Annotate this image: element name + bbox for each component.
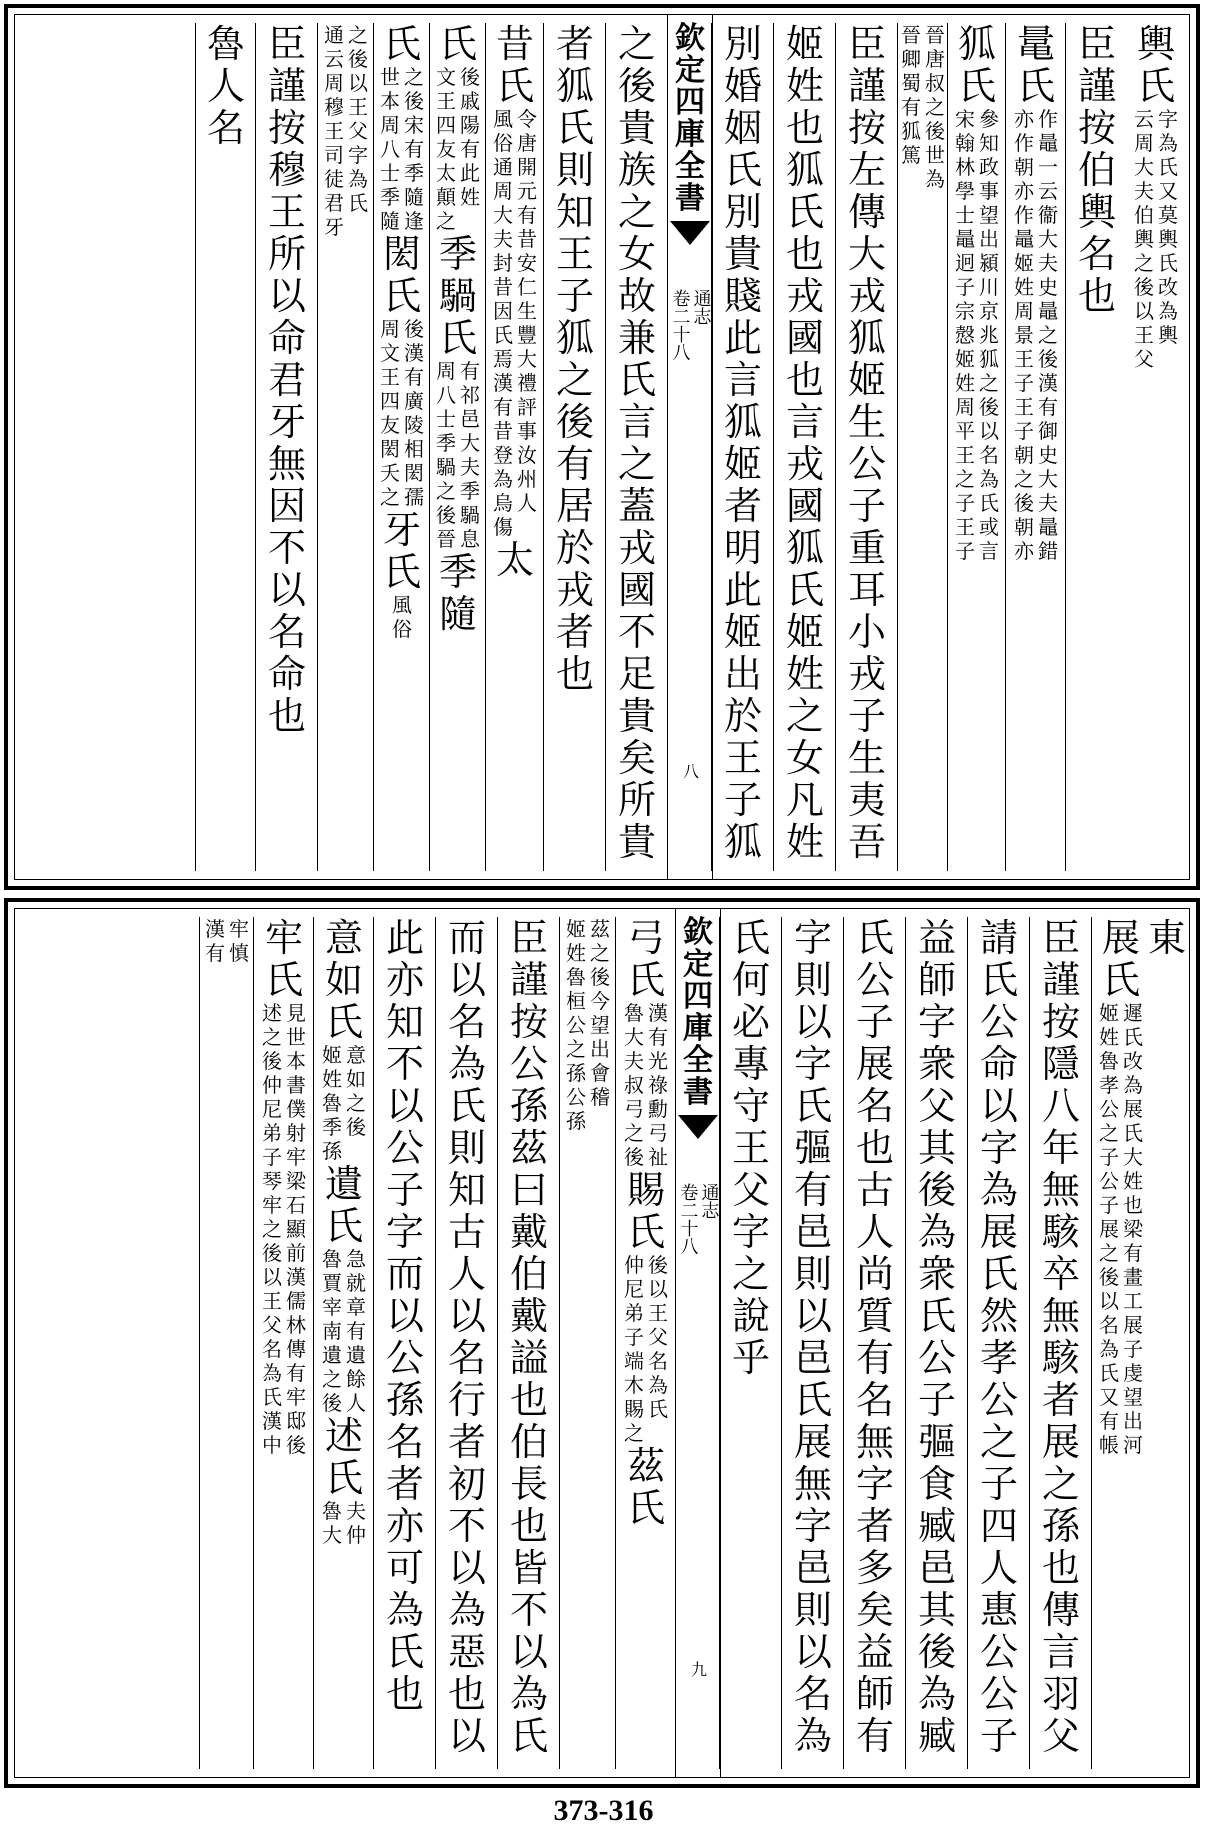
book-title-gutter [667,15,713,879]
main-text: 氏 公 子 展 名 也 古 人 尚 質 有 名 無 字 者 多 矣 益 師 有 [855,916,894,1758]
text-column [1149,917,1185,1769]
annotation-right: 遲 氏 改 為 展 氏 大 姓 也 梁 有 畫 工 展 子 虔 望 出 河 [1123,1001,1143,1457]
main-text: 意 如 氏 [324,916,363,1044]
interlinear-note [379,317,425,509]
interlinear-note [323,23,369,239]
annotation-left: 仲 尼 弟 子 端 木 賜 之 [624,1253,644,1445]
interlinear-note [1013,107,1059,563]
text-column [373,23,430,871]
annotation-left: 魯 大 夫 叔 弓 之 後 [624,1001,644,1169]
main-text: 之 後 貴 族 之 女 故 兼 氏 言 之 蓋 戎 國 不 足 貴 矣 所 貴 [617,22,656,864]
book-title: 欽 定 四 庫 全 書 [683,915,713,1110]
annotation-right: 之 後 宋 有 季 隨 逢 [404,65,424,233]
annotation-right: 字 為 氏 又 莫 輿 氏 改 為 輿 [1158,107,1178,347]
text-column [905,917,968,1769]
annotation-right: 晉 唐 叔 之 後 世 為 [925,23,945,191]
text-column [497,917,560,1769]
main-text: 閎 氏 [382,232,421,318]
annotation-left: 文 王 四 友 太 顛 之 [436,65,456,233]
text-column [1065,23,1128,871]
main-text: 輿 氏 [1136,22,1175,108]
annotation-right: 後 戚 陽 有 此 姓 [460,65,480,209]
annotation-right: 書 僕 射 牢 梁 石 顯 前 漢 儒 林 傳 有 牢 邸 後 [286,1073,306,1457]
main-text: 字 則 以 字 氏 彄 有 邑 則 以 邑 氏 展 無 字 邑 則 以 名 為 [793,916,832,1758]
text-column [843,917,906,1769]
text-column [1091,917,1150,1769]
main-text: 臣 謹 按 公 孫 茲 曰 戴 伯 戴 謚 也 伯 長 也 皆 不 以 為 氏 [509,916,548,1758]
main-text: 益 師 字 衆 父 其 後 為 衆 氏 公 子 彄 食 臧 邑 其 後 為 臧 [917,916,956,1758]
bottom-page-text-frame [14,908,1190,1778]
interlinear-note [261,1001,307,1073]
text-column [1127,23,1185,871]
text-column [835,23,898,871]
book-section [678,1183,719,1255]
main-text: 氏 何 必 專 守 王 父 字 之 說 乎 [731,916,770,1380]
interlinear-note [1098,1001,1144,1457]
text-column [947,23,1006,871]
annotation-left: 風 俗 通 周 大 夫 封 昔 因 氏 焉 漢 有 昔 登 為 烏 傷 [493,107,513,539]
main-text: 季 隨 [438,550,477,636]
annotation-right: 見 世 本 [286,1001,306,1073]
text-column [199,917,254,1769]
annotation-left: 宋 翰 林 學 士 鼂 迥 子 宗 慤 [955,107,975,347]
main-text: 此 亦 知 不 以 公 子 字 而 以 公 孫 名 者 亦 可 為 氏 也 [385,916,424,1716]
text-column [615,917,676,1769]
annotation-left: 姬 姓 周 平 王 之 子 王 子 [955,347,975,563]
main-text: 臣 謹 按 伯 輿 名 也 [1077,22,1116,318]
annotation-right: 急 就 章 有 遺 餘 人 [346,1247,366,1415]
text-column [373,917,436,1769]
main-text: 氏 [438,22,477,66]
interlinear-note [492,107,538,539]
bottom-page [4,898,1200,1788]
main-text: 賜 氏 [626,1168,665,1254]
interlinear-note [954,347,1000,563]
text-column [773,23,836,871]
main-text: 牢 氏 [264,916,303,1002]
book-volume: 卷二十八 [677,1183,699,1255]
annotation-right: 狐 之 後 以 名 為 氏 或 言 [979,347,999,563]
text-column [195,23,256,871]
annotation-right: 令 唐 開 元 有 昔 安 仁 生 豐 大 禮 評 事 汝 州 人 [517,107,537,515]
annotation-left: 晉 卿 蜀 有 狐 篤 [901,23,921,167]
annotation-left: 姬 姓 魯 桓 公 之 孫 公 孫 [566,917,586,1133]
interlinear-note [379,65,425,233]
text-column [253,917,314,1769]
annotation-left: 魯 賈 宰 南 遺 之 後 [322,1247,342,1415]
page-footer-number: 373-316 [553,1794,654,1827]
annotation-left: 通 云 周 穆 王 司 徒 君 牙 [324,23,344,239]
text-column [711,23,774,871]
text-column [967,917,1030,1769]
interlinear-note [623,1001,669,1169]
text-column [719,917,782,1769]
interlinear-note [321,1499,367,1547]
text-column [559,917,616,1769]
main-text: 臣 謹 按 隱 八 年 無 駭 卒 無 駭 者 展 之 孫 也 傳 言 羽 父 [1041,916,1080,1758]
text-column [485,23,544,871]
book-sub-title: 通志 [698,1183,720,1219]
interlinear-note [204,917,250,965]
text-column [313,917,374,1769]
main-text: 遺 氏 [324,1162,363,1248]
main-text: 茲 氏 [626,1444,665,1530]
leaf-number: 九 [688,1661,708,1677]
top-page-text-frame [14,14,1190,880]
book-section [670,289,711,361]
annotation-left: 周 八 士 季 騧 之 後 晉 [436,359,456,551]
main-text: 述 氏 [324,1414,363,1500]
annotation-right: 有 祁 邑 大 夫 季 騧 息 [460,359,480,551]
top-page [4,4,1200,890]
annotation-left: 姬 姓 魯 季 孫 [322,1043,342,1163]
text-column [1005,23,1066,871]
leaf-number: 八 [680,763,700,779]
main-text: 請 氏 公 命 以 字 為 展 氏 然 孝 公 之 子 四 人 惠 公 公 子 [979,916,1018,1758]
text-column [543,23,606,871]
annotation-left: 云 周 大 夫 伯 輿 之 後 以 王 父 [1134,107,1154,371]
main-text: 臣 謹 按 左 傳 大 戎 狐 姬 生 公 子 重 耳 小 戎 子 生 夷 吾 [847,22,886,864]
main-text: 東 [1148,916,1187,960]
text-column [781,917,844,1769]
interlinear-note [321,1247,367,1415]
main-text: 展 氏 [1101,916,1140,1002]
text-column [897,23,948,871]
text-column [435,917,498,1769]
annotation-right: 漢 有 光 祿 勳 弓 祉 [648,1001,668,1169]
main-text: 姬 姓 也 狐 氏 也 戎 國 也 言 戎 國 狐 氏 姬 姓 之 女 凡 姓 [785,22,824,864]
interlinear-note [1133,107,1179,371]
interlinear-note [623,1253,669,1445]
fish-tail-mark [678,1115,718,1139]
main-text: 太 [495,538,534,582]
main-text: 別 婚 姻 氏 別 貴 賤 此 言 狐 姬 者 明 此 姬 出 於 王 子 狐 [723,22,762,864]
text-column [605,23,668,871]
interlinear-note [435,65,481,233]
annotation-right: 之 後 以 王 父 字 為 氏 [348,23,368,215]
text-column [317,23,374,871]
main-text: 狐 氏 [957,22,996,108]
annotation-left: 仲 尼 弟 子 琴 牢 之 後 以 王 父 名 為 氏 漢 中 [262,1073,282,1457]
annotation-right: 夫 仲 [346,1499,366,1547]
annotation-right: 意 如 之 後 [346,1043,366,1139]
text-column [255,23,318,871]
interlinear-note [954,107,1000,347]
text-column [1029,917,1092,1769]
interlinear-note [261,1073,307,1457]
main-text: 季 騧 氏 [438,232,477,360]
fish-tail-mark [670,221,710,245]
book-title-gutter [675,909,721,1777]
annotation-right: 後 漢 有 廣 陵 相 閎 孺 [404,317,424,509]
annotation-left: 世 本 周 八 士 季 隨 [380,65,400,233]
main-text: 而 以 名 為 氏 則 知 古 人 以 名 行 者 初 不 以 為 惡 也 以 [447,916,486,1758]
book-volume: 卷二十八 [669,289,691,361]
annotation-right: 作 鼂 一 云 衞 大 夫 史 鼂 之 後 漢 有 御 史 大 夫 鼂 錯 [1038,107,1058,563]
main-text: 氏 [382,22,421,66]
annotation-left: 漢 有 [205,917,225,965]
main-text: 昔 氏 [495,22,534,108]
annotation-right: 後 以 王 父 名 為 氏 [648,1253,668,1421]
annotation-left: 述 之 後 [262,1001,282,1073]
note-text: 風 俗 [392,593,412,641]
annotation-left: 魯 大 [322,1499,342,1547]
annotation-right: 茲 之 後 今 望 出 會 稽 [590,917,610,1109]
main-text: 弓 氏 [626,916,665,1002]
main-text: 牙 氏 [382,508,421,594]
interlinear-note [321,1043,367,1163]
interlinear-note [900,23,946,191]
text-column [429,23,486,871]
main-text: 臣 謹 按 穆 王 所 以 命 君 牙 無 因 不 以 名 命 也 [267,22,306,738]
book-sub-title: 通志 [690,289,712,325]
annotation-left: 亦 作 朝 亦 作 鼂 姬 姓 周 景 王 子 王 子 朝 之 後 朝 亦 [1014,107,1034,563]
interlinear-note [435,359,481,551]
main-text: 者 狐 氏 則 知 王 子 狐 之 後 有 居 於 戎 者 也 [555,22,594,696]
book-title: 欽 定 四 庫 全 書 [675,21,705,216]
annotation-left: 姬 姓 魯 孝 公 之 子 公 子 展 之 後 以 名 為 氏 又 有 帳 [1099,1001,1119,1457]
main-text: 魯 人 名 [206,22,245,150]
interlinear-note [565,917,611,1133]
annotation-left: 周 文 王 四 友 閎 夭 之 [380,317,400,509]
annotation-right: 參 知 政 事 望 出 潁 川 京 兆 [979,107,999,347]
main-text: 鼌 氏 [1016,22,1055,108]
annotation-right: 牢 慎 [229,917,249,965]
